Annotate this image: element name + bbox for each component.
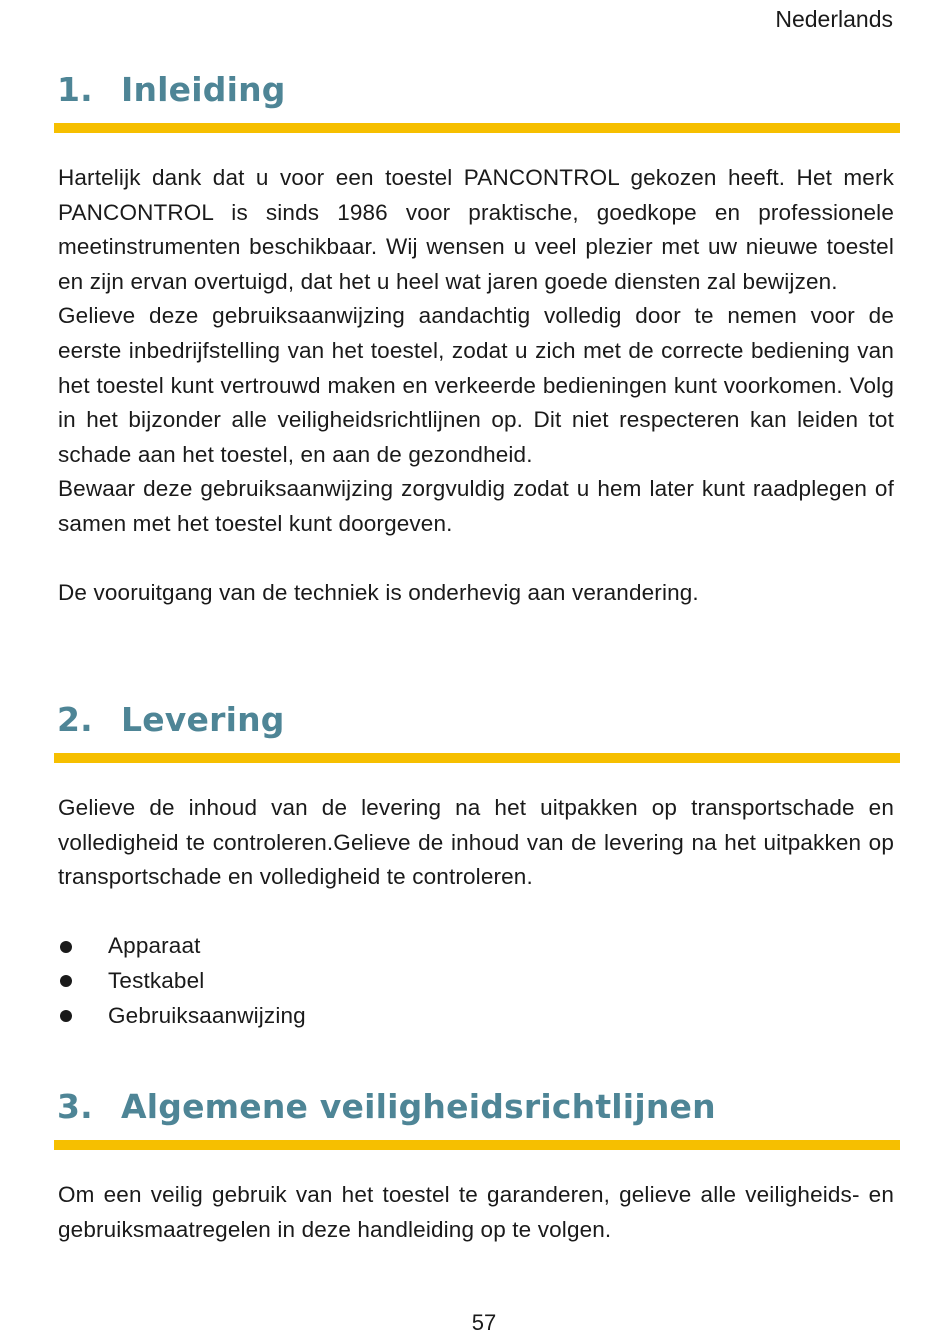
bullet-icon: [60, 1010, 72, 1022]
section-title: Levering: [121, 700, 285, 739]
paragraph: Om een veilig gebruik van het toestel te garanderen, gelieve alle veiligheids- en gebruiksmaatregelen in deze handleiding op te volgen.: [58, 1182, 894, 1242]
section-safety: [54, 1087, 900, 1247]
section-body: [54, 791, 894, 1033]
section-title: Algemene veiligheidsrichtlijnen: [121, 1087, 716, 1126]
language-label: Nederlands: [775, 6, 893, 32]
heading-divider: [54, 1140, 900, 1150]
heading-divider: [54, 753, 900, 763]
paragraph: Bewaar deze gebruiksaanwijzing zorgvuldig zodat u hem later kunt raadplegen of samen met het toestel kunt doorgeven.: [58, 476, 894, 536]
section-number: 1.: [57, 70, 93, 109]
list-item: [58, 929, 894, 964]
section-title: Inleiding: [121, 70, 286, 109]
paragraph: Hartelijk dank dat u voor een toestel PANCONTROL gekozen heeft. Het merk PANCONTROL is sinds 1986 voor praktische, goedkope en professionele meetinstrumenten beschikbaar. Wij wensen u veel plezier met uw nieuwe toestel en zijn ervan overtuigd, dat het u heel wat jaren goede diensten zal bewijzen.: [58, 165, 894, 294]
heading-divider: [54, 123, 900, 133]
bullet-icon: [60, 941, 72, 953]
bullet-icon: [60, 975, 72, 987]
section-introduction: [54, 70, 900, 611]
list-item: [58, 964, 894, 999]
paragraph: De vooruitgang van de techniek is onderhevig aan verandering.: [58, 580, 699, 606]
paragraph: Gelieve de inhoud van de levering na het uitpakken op transportschade en volledigheid te controleren.Gelieve de inhoud van de levering na het uitpakken op transportschade en volledigheid te controleren.: [58, 795, 894, 890]
section-body: [54, 161, 894, 611]
list-item-label: Apparaat: [108, 933, 201, 959]
section-body: [54, 1178, 894, 1247]
section-heading: [54, 70, 900, 110]
paragraph: Gelieve deze gebruiksaanwijzing aandachtig volledig door te nemen voor de eerste inbedrijfstelling van het toestel, zodat u zich met de correcte bediening van het toestel kunt vertrouwd maken en verkeerde bedieningen kunt voorkomen. Volg in het bijzonder alle veiligheidsrichtlijnen op. Dit niet respecteren kan leiden tot schade aan het toestel, en aan de gezondheid.: [58, 303, 894, 467]
section-number: 3.: [57, 1087, 93, 1126]
section-delivery: [54, 700, 900, 1033]
list-item: [58, 999, 894, 1034]
list-item-label: Testkabel: [108, 967, 205, 993]
section-number: 2.: [57, 700, 93, 739]
page-number: 57: [471, 1310, 497, 1335]
section-heading: [54, 700, 900, 740]
delivery-list: [58, 929, 894, 1033]
list-item-label: Gebruiksaanwijzing: [108, 1002, 306, 1028]
section-heading: [54, 1087, 900, 1127]
